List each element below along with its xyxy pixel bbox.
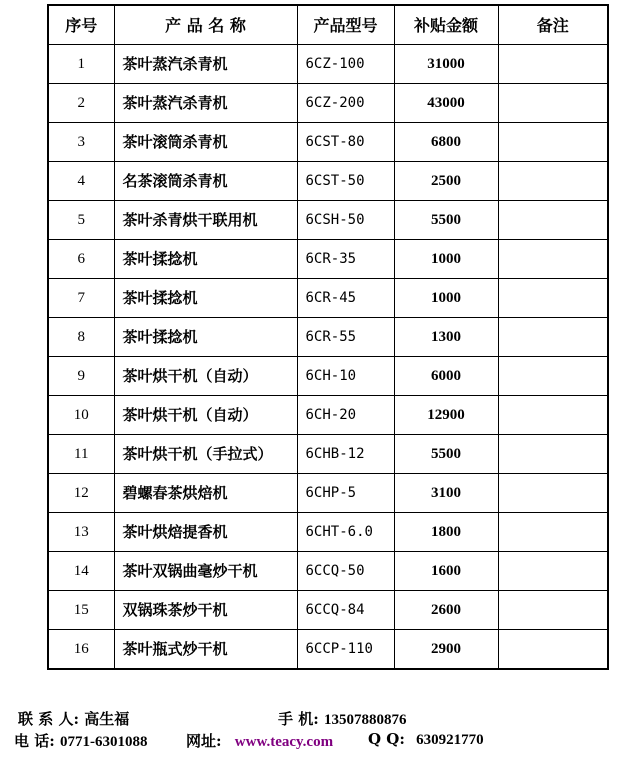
product-name: 茶叶烘干机（手拉式） xyxy=(114,435,297,474)
note xyxy=(498,318,608,357)
table-row xyxy=(48,162,608,201)
product-name: 茶叶蒸汽杀青机 xyxy=(114,45,297,84)
table-header-row xyxy=(48,5,608,45)
phone-label: 电 话: xyxy=(14,732,55,750)
table-row xyxy=(48,435,608,474)
product-model: 6CR-35 xyxy=(297,240,394,279)
note xyxy=(498,84,608,123)
note xyxy=(498,396,608,435)
subsidy-amount: 1000 xyxy=(394,279,498,318)
mobile-label: 手 机: xyxy=(278,710,319,728)
subsidy-amount: 1300 xyxy=(394,318,498,357)
contact-person-label: 联 系 人: xyxy=(18,710,79,728)
subsidy-amount: 12900 xyxy=(394,396,498,435)
mobile-value: 13507880876 xyxy=(324,712,407,728)
table-row xyxy=(48,552,608,591)
table-row xyxy=(48,357,608,396)
table-body xyxy=(48,45,608,670)
product-name: 名茶滚筒杀青机 xyxy=(114,162,297,201)
product-model: 6CZ-200 xyxy=(297,84,394,123)
row-number: 6 xyxy=(48,240,114,279)
table-row xyxy=(48,474,608,513)
row-number: 10 xyxy=(48,396,114,435)
product-model: 6CH-10 xyxy=(297,357,394,396)
phone-value: 0771-6301088 xyxy=(60,734,148,750)
subsidy-amount: 6000 xyxy=(394,357,498,396)
product-name: 茶叶揉捻机 xyxy=(114,240,297,279)
row-number: 11 xyxy=(48,435,114,474)
note xyxy=(498,279,608,318)
row-number: 13 xyxy=(48,513,114,552)
website-link[interactable]: www.teacy.com xyxy=(234,734,334,750)
row-number: 15 xyxy=(48,591,114,630)
header-product-name: 产 品 名 称 xyxy=(114,5,297,45)
subsidy-amount: 3100 xyxy=(394,474,498,513)
product-model: 6CR-55 xyxy=(297,318,394,357)
website-label: 网址: xyxy=(186,732,222,750)
row-number: 4 xyxy=(48,162,114,201)
contact-footer xyxy=(0,700,643,764)
product-model: 6CHB-12 xyxy=(297,435,394,474)
table-row xyxy=(48,591,608,630)
product-model: 6CST-80 xyxy=(297,123,394,162)
row-number: 2 xyxy=(48,84,114,123)
product-name: 双锅珠茶炒干机 xyxy=(114,591,297,630)
qq-value: 630921770 xyxy=(416,732,484,748)
table-row xyxy=(48,630,608,670)
note xyxy=(498,474,608,513)
row-number: 5 xyxy=(48,201,114,240)
product-name: 茶叶蒸汽杀青机 xyxy=(114,84,297,123)
product-model: 6CST-50 xyxy=(297,162,394,201)
subsidy-amount: 5500 xyxy=(394,201,498,240)
note xyxy=(498,45,608,84)
product-name: 茶叶揉捻机 xyxy=(114,279,297,318)
subsidy-amount: 1000 xyxy=(394,240,498,279)
product-model: 6CH-20 xyxy=(297,396,394,435)
product-name: 茶叶瓶式炒干机 xyxy=(114,630,297,670)
subsidy-amount: 43000 xyxy=(394,84,498,123)
row-number: 12 xyxy=(48,474,114,513)
row-number: 16 xyxy=(48,630,114,670)
subsidy-amount: 1800 xyxy=(394,513,498,552)
note xyxy=(498,357,608,396)
product-name: 茶叶烘干机（自动） xyxy=(114,357,297,396)
note xyxy=(498,591,608,630)
subsidy-amount: 6800 xyxy=(394,123,498,162)
product-model: 6CZ-100 xyxy=(297,45,394,84)
note xyxy=(498,240,608,279)
subsidy-amount: 31000 xyxy=(394,45,498,84)
product-model: 6CCQ-50 xyxy=(297,552,394,591)
note xyxy=(498,513,608,552)
table-row xyxy=(48,123,608,162)
row-number: 3 xyxy=(48,123,114,162)
subsidy-amount: 2600 xyxy=(394,591,498,630)
product-name: 茶叶杀青烘干联用机 xyxy=(114,201,297,240)
table-row xyxy=(48,513,608,552)
table-row xyxy=(48,240,608,279)
note xyxy=(498,435,608,474)
product-name: 茶叶烘干机（自动） xyxy=(114,396,297,435)
product-model: 6CR-45 xyxy=(297,279,394,318)
product-model: 6CCQ-84 xyxy=(297,591,394,630)
header-model: 产品型号 xyxy=(297,5,394,45)
table-row xyxy=(48,396,608,435)
note xyxy=(498,123,608,162)
product-name: 茶叶滚筒杀青机 xyxy=(114,123,297,162)
table-row xyxy=(48,84,608,123)
table-row xyxy=(48,45,608,84)
subsidy-amount: 1600 xyxy=(394,552,498,591)
header-note: 备注 xyxy=(498,5,608,45)
contact-person-value: 高生福 xyxy=(84,710,130,728)
row-number: 7 xyxy=(48,279,114,318)
table-row xyxy=(48,201,608,240)
product-model: 6CCP-110 xyxy=(297,630,394,670)
product-model: 6CSH-50 xyxy=(297,201,394,240)
product-name: 茶叶双锅曲毫炒干机 xyxy=(114,552,297,591)
header-no: 序号 xyxy=(48,5,114,45)
subsidy-amount: 5500 xyxy=(394,435,498,474)
product-name: 茶叶揉捻机 xyxy=(114,318,297,357)
qq-label: Q Q: xyxy=(368,730,405,748)
row-number: 1 xyxy=(48,45,114,84)
subsidy-table-container xyxy=(47,4,609,670)
product-model: 6CHT-6.0 xyxy=(297,513,394,552)
note xyxy=(498,162,608,201)
row-number: 9 xyxy=(48,357,114,396)
product-name: 碧螺春茶烘焙机 xyxy=(114,474,297,513)
table-row xyxy=(48,279,608,318)
table-row xyxy=(48,318,608,357)
note xyxy=(498,552,608,591)
note xyxy=(498,630,608,670)
product-name: 茶叶烘焙提香机 xyxy=(114,513,297,552)
subsidy-amount: 2500 xyxy=(394,162,498,201)
note xyxy=(498,201,608,240)
subsidy-table xyxy=(47,4,609,670)
row-number: 8 xyxy=(48,318,114,357)
subsidy-amount: 2900 xyxy=(394,630,498,670)
header-subsidy-amount: 补贴金额 xyxy=(394,5,498,45)
row-number: 14 xyxy=(48,552,114,591)
product-model: 6CHP-5 xyxy=(297,474,394,513)
